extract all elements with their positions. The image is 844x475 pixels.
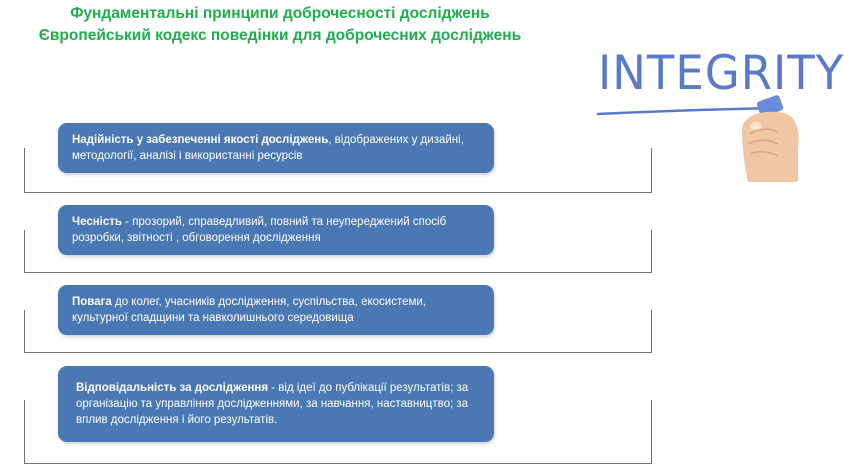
principle-title: Відповідальність за дослідження xyxy=(76,382,269,394)
principle-title: Чесність xyxy=(72,216,122,228)
principle-text: до колег, учасників дослідження, суспільства, екосистеми, культурної спадщини та навколишнього середовища xyxy=(72,296,426,324)
page-subtitle: Європейський кодекс поведінки для доброчесних досліджень xyxy=(38,27,522,44)
principle-title: Надійність у забезпеченні якості досліджень xyxy=(72,134,329,146)
principle-title: Повага xyxy=(72,296,112,308)
principle-text: , відображених у дизайні, методології, аналізі і використанні ресурсів xyxy=(72,134,464,162)
principle-accountability xyxy=(58,366,494,442)
principle-text: - від ідеї до публікації результатів; за організацію та управління дослідженнями, за навчання, наставництво; за вплив дослідження і його результатів. xyxy=(76,382,469,426)
page-title: Фундаментальні принципи доброчесності досліджень xyxy=(70,5,490,22)
principle-text: - прозорий, справедливий, повний та неупереджений спосіб розробки, звітності , обговорення дослідження xyxy=(72,216,447,244)
principle-respect xyxy=(58,285,494,335)
integrity-word: INTEGRITY xyxy=(598,44,844,101)
principle-reliability xyxy=(58,123,494,173)
principle-honesty xyxy=(58,205,494,255)
